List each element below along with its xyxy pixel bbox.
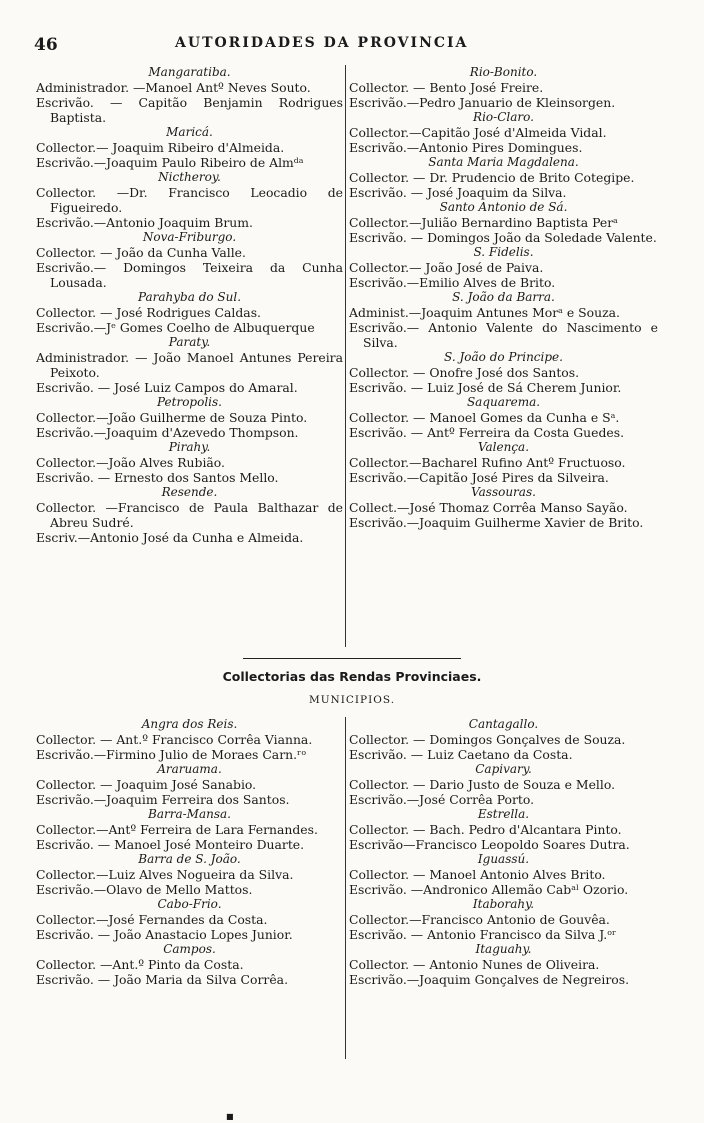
entry-line: Collect.—José Thomaz Corrêa Manso Sayão. xyxy=(349,500,628,515)
entry-line: Collector. — Bento José Freire. xyxy=(349,80,544,95)
top-section xyxy=(0,65,704,650)
collectorias-title: Collectorias das Rendas Provinciaes. xyxy=(222,669,482,684)
column-divider xyxy=(345,65,346,647)
place-heading: Paraty. xyxy=(168,335,211,349)
entry-line: Collector.—Julião Bernardino Baptista Perᵃ xyxy=(349,215,618,230)
entry-line: Escrivão. —Andronico Allemão Cabᵃˡ Ozorio. xyxy=(349,882,629,897)
entry-line: Escrivão.—Capitão José Pires da Silveira. xyxy=(349,470,609,485)
entry-line: Escrivão. — Ernesto dos Santos Mello. xyxy=(36,470,279,485)
entry-line: Escrivão.—Joaquim Ferreira dos Santos. xyxy=(36,792,290,807)
column-divider xyxy=(345,717,346,1059)
entry-line: Collector. — Bach. Pedro d'Alcantara Pinto. xyxy=(349,822,622,837)
entry-line: Collector.—Luiz Alves Nogueira da Silva. xyxy=(36,867,294,882)
entry-line: Escrivão.— Antonio Valente do Nascimento e Silva. xyxy=(349,320,658,350)
place-heading: Parahyba do Sul. xyxy=(137,290,242,304)
place-heading: Resende. xyxy=(161,485,218,499)
entry-line: Collector.—Bacharel Rufino Antº Fructuoso. xyxy=(349,455,626,470)
entry-line: Escrivão.—Antonio Pires Domingues. xyxy=(349,140,583,155)
entry-line: Escrivão. — Antonio Francisco da Silva J.ᵒʳ xyxy=(349,927,617,942)
entry-line: Collector. — Onofre José dos Santos. xyxy=(349,365,580,380)
place-heading: S. Fidelis. xyxy=(473,245,534,259)
running-title: AUTORIDADES DA PROVINCIA xyxy=(175,35,469,51)
place-heading: Iguassú. xyxy=(477,852,530,866)
entry-line: Collector.—Capitão José d'Almeida Vidal. xyxy=(349,125,607,140)
entry-line: Collector.—João Alves Rubião. xyxy=(36,455,225,470)
place-heading: Estrella. xyxy=(477,807,530,821)
right-column xyxy=(349,717,658,987)
place-heading: Valença. xyxy=(477,440,530,454)
entry-line: Collector. — João da Cunha Valle. xyxy=(36,245,246,260)
place-heading: Cantagallo. xyxy=(468,717,539,731)
entry-line: Collector. — Domingos Gonçalves de Souza. xyxy=(349,732,626,747)
place-heading: S. João do Principe. xyxy=(444,350,563,364)
printer-mark: ■ xyxy=(226,1112,234,1121)
entry-line: Collector. — Ant.º Francisco Corrêa Vianna. xyxy=(36,732,313,747)
entry-line: Collector.—Antº Ferreira de Lara Fernandes. xyxy=(36,822,318,837)
place-heading: Petropolis. xyxy=(157,395,222,409)
place-heading: S. João da Barra. xyxy=(452,290,555,304)
place-heading: Mangaratiba. xyxy=(148,65,231,79)
place-heading: Saquarema. xyxy=(466,395,541,409)
place-heading: Barra-Mansa. xyxy=(148,807,231,821)
place-heading: Araruama. xyxy=(157,762,222,776)
entry-line: Collector.—Francisco Antonio de Gouvêa. xyxy=(349,912,610,927)
place-heading: Angra dos Reis. xyxy=(141,717,238,731)
place-heading: Campos. xyxy=(163,942,216,956)
left-column xyxy=(36,65,343,545)
place-heading: Maricá. xyxy=(166,125,213,139)
place-heading: Nictheroy. xyxy=(158,170,221,184)
entry-line: Administ.—Joaquim Antunes Morᵃ e Souza. xyxy=(349,305,620,320)
entry-line: Escrivão.—Joaquim Guilherme Xavier de Brito. xyxy=(349,515,644,530)
entry-line: Escrivão. — José Joaquim da Silva. xyxy=(349,185,567,200)
entry-line: Escrivão. — Domingos João da Soledade Valente. xyxy=(349,230,657,245)
entry-line: Collector. — Dario Justo de Souza e Mello. xyxy=(349,777,616,792)
place-heading: Rio-Claro. xyxy=(473,110,534,124)
entry-line: Collector.— Joaquim Ribeiro d'Almeida. xyxy=(36,140,285,155)
place-heading: Vassouras. xyxy=(471,485,536,499)
entry-line: Escrivão—Francisco Leopoldo Soares Dutra. xyxy=(349,837,630,852)
entry-line: Collector. —Francisco de Paula Balthazar de Abreu Sudré. xyxy=(36,500,343,530)
entry-line: Collector. — Antonio Nunes de Oliveira. xyxy=(349,957,600,972)
entry-line: Escrivão.—Olavo de Mello Mattos. xyxy=(36,882,253,897)
entry-line: Collector. — Dr. Prudencio de Brito Cotegipe. xyxy=(349,170,635,185)
entry-line: Collector.—João Guilherme de Souza Pinto. xyxy=(36,410,308,425)
place-heading: Barra de S. João. xyxy=(138,852,241,866)
entry-line: Collector.—José Fernandes da Costa. xyxy=(36,912,268,927)
entry-line: Escrivão. — José Luiz Campos do Amaral. xyxy=(36,380,298,395)
entry-line: Escrivão.—José Corrêa Porto. xyxy=(349,792,535,807)
entry-line: Escrivão.—Firmino Julio de Moraes Carn.ʳᵒ xyxy=(36,747,307,762)
section-divider-rule xyxy=(243,658,461,659)
place-heading: Cabo-Frio. xyxy=(157,897,222,911)
place-heading: Itaguahy. xyxy=(475,942,532,956)
place-heading: Rio-Bonito. xyxy=(469,65,538,79)
entry-line: Collector. —Dr. Francisco Leocadio de Figueiredo. xyxy=(36,185,343,215)
entry-line: Collector. — Manoel Antonio Alves Brito. xyxy=(349,867,606,882)
entry-line: Escrivão.—Joaquim Gonçalves de Negreiros. xyxy=(349,972,630,987)
municipios-subtitle: MUNICIPIOS. xyxy=(308,694,396,706)
entry-line: Escrivão.—Antonio Joaquim Brum. xyxy=(36,215,253,230)
place-heading: Santa Maria Magdalena. xyxy=(428,155,579,169)
entry-line: Escrivão.—Joaquim Paulo Ribeiro de Almᵈᵃ xyxy=(36,155,304,170)
entry-line: Escrivão.—Emilio Alves de Brito. xyxy=(349,275,556,290)
entry-line: Escrivão.—Joaquim d'Azevedo Thompson. xyxy=(36,425,299,440)
entry-line: Collector.— João José de Paiva. xyxy=(349,260,544,275)
place-heading: Pirahy. xyxy=(168,440,211,454)
entry-line: Collector. — José Rodrigues Caldas. xyxy=(36,305,261,320)
entry-line: Escrivão. — João Anastacio Lopes Junior. xyxy=(36,927,293,942)
place-heading: Nova-Friburgo. xyxy=(142,230,237,244)
entry-line: Administrador. —Manoel Antº Neves Souto. xyxy=(36,80,311,95)
collectorias-section xyxy=(0,717,704,1062)
entry-line: Escrivão. — Luiz José de Sá Cherem Junior. xyxy=(349,380,622,395)
entry-line: Escrivão. — Manoel José Monteiro Duarte. xyxy=(36,837,305,852)
entry-line: Escrivão. — João Maria da Silva Corrêa. xyxy=(36,972,289,987)
entry-line: Collector. —Ant.º Pinto da Costa. xyxy=(36,957,244,972)
place-heading: Capivary. xyxy=(475,762,532,776)
entry-line: Escrivão. — Antº Ferreira da Costa Guedes. xyxy=(349,425,625,440)
place-heading: Santo Antonio de Sá. xyxy=(439,200,568,214)
entry-line: Escrivão.—Pedro Januario de Kleinsorgen. xyxy=(349,95,616,110)
entry-line: Administrador. — João Manoel Antunes Pereira Peixoto. xyxy=(36,350,343,380)
entry-line: Escrivão. — Luiz Caetano da Costa. xyxy=(349,747,573,762)
entry-line: Escriv.—Antonio José da Cunha e Almeida. xyxy=(36,530,304,545)
entry-line: Collector. — Joaquim José Sanabio. xyxy=(36,777,257,792)
place-heading: Itaborahy. xyxy=(472,897,535,911)
entry-line: Escrivão.— Domingos Teixeira da Cunha Lousada. xyxy=(36,260,343,290)
page-number: 46 xyxy=(34,35,58,55)
left-column xyxy=(36,717,343,987)
entry-line: Collector. — Manoel Gomes da Cunha e Sᵃ. xyxy=(349,410,620,425)
entry-line: Escrivão.—Jᵉ Gomes Coelho de Albuquerque xyxy=(36,320,315,335)
entry-line: Escrivão. — Capitão Benjamin Rodrigues Baptista. xyxy=(36,95,343,125)
right-column xyxy=(349,65,658,530)
